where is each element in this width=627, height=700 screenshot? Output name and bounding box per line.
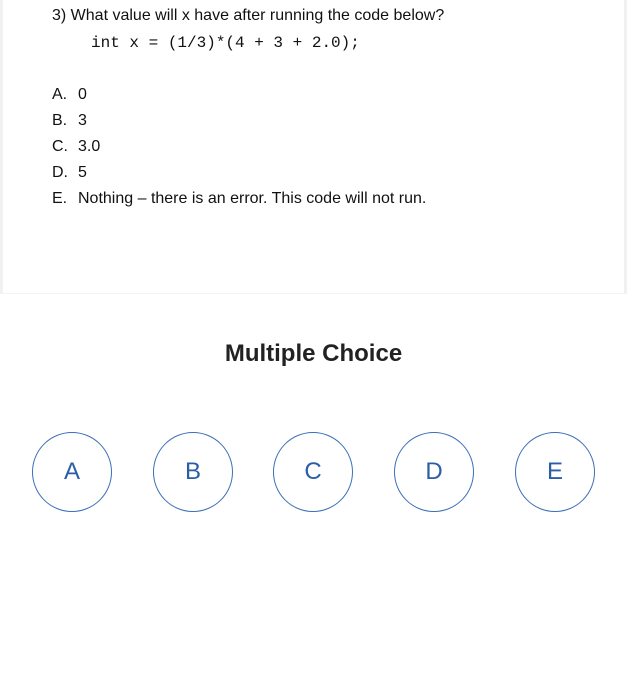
option-b — [52, 111, 426, 137]
option-letter: E. — [52, 190, 68, 207]
option-text: 3 — [78, 112, 87, 129]
option-letter: A. — [52, 86, 68, 103]
option-text: 0 — [78, 86, 87, 103]
code-snippet: int x = (1/3)*(4 + 3 + 2.0); — [91, 34, 360, 52]
option-text: Nothing – there is an error. This code will not run. — [78, 190, 427, 207]
option-list — [52, 85, 426, 215]
question-panel — [0, 0, 627, 293]
option-d — [52, 163, 426, 189]
option-a — [52, 85, 426, 111]
answer-choice-row — [0, 432, 627, 516]
option-c — [52, 137, 426, 163]
option-e — [52, 189, 426, 215]
choice-d-button[interactable]: D — [394, 432, 474, 512]
panel-left-edge — [0, 0, 3, 293]
option-text: 3.0 — [78, 138, 101, 155]
option-letter: C. — [52, 138, 68, 155]
option-letter: B. — [52, 112, 68, 129]
choice-b-button[interactable]: B — [153, 432, 233, 512]
choice-e-button[interactable]: E — [515, 432, 595, 512]
multiple-choice-title: Multiple Choice — [224, 340, 403, 367]
option-text: 5 — [78, 164, 87, 181]
choice-c-button[interactable]: C — [273, 432, 353, 512]
choice-a-button[interactable]: A — [32, 432, 112, 512]
panel-divider — [0, 293, 627, 294]
option-letter: D. — [52, 164, 68, 181]
question-prompt: 3) What value will x have after running the code below? — [52, 7, 445, 24]
